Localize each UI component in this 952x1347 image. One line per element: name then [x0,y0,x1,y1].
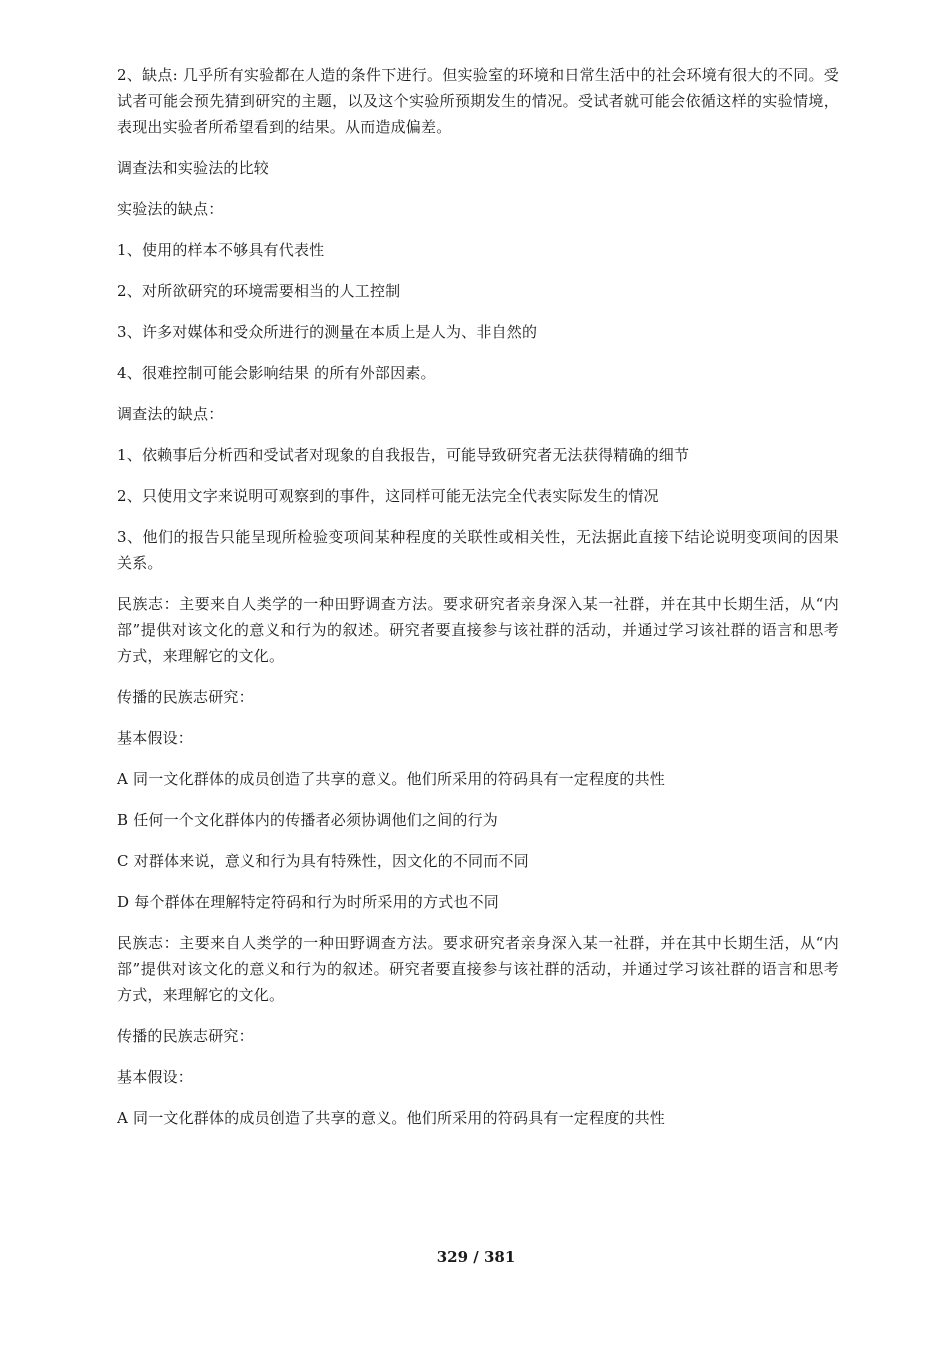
paragraph: 民族志：主要来自人类学的一种田野调查方法。要求研究者亲身深入某一社群，并在其中长期生活，从“内部”提供对该文化的意义和行为的叙述。研究者要直接参与该社群的活动，并通过学习该社群的语言和思考方式，来理解它的文化。 [117,934,839,1004]
paragraph: 2、对所欲研究的环境需要相当的人工控制 [117,282,401,300]
paragraph: 2、缺点: 几乎所有实验都在人造的条件下进行。但实验室的环境和日常生活中的社会环境有很大的不同。受试者可能会预先猜到研究的主题，以及这个实验所预期发生的情况。受试者就可能会依循这样的实验情境，表现出实验者所希望看到的结果。从而造成偏差。 [117,66,839,136]
paragraph: 1、依赖事后分析西和受试者对现象的自我报告，可能导致研究者无法获得精确的细节 [117,446,690,464]
paragraph: 基本假设： [117,1068,194,1086]
paragraph: 传播的民族志研究： [117,1027,254,1045]
paragraph: 调查法和实验法的比较 [117,159,270,177]
paragraph: C 对群体来说，意义和行为具有特殊性，因文化的不同而不同 [117,852,529,870]
page-number: 329 / 381 [436,1248,516,1266]
paragraph: B 任何一个文化群体内的传播者必须协调他们之间的行为 [117,811,498,829]
page-body [117,62,839,1146]
paragraph: 3、许多对媒体和受众所进行的测量在本质上是人为、非自然的 [117,323,538,341]
paragraph: A 同一文化群体的成员创造了共享的意义。他们所采用的符码具有一定程度的共性 [117,770,666,788]
paragraph: A 同一文化群体的成员创造了共享的意义。他们所采用的符码具有一定程度的共性 [117,1109,666,1127]
paragraph: 1、使用的样本不够具有代表性 [117,241,325,259]
paragraph: 传播的民族志研究： [117,688,254,706]
paragraph: 2、只使用文字来说明可观察到的事件，这同样可能无法完全代表实际发生的情况 [117,487,659,505]
paragraph: 4、很难控制可能会影响结果 的所有外部因素。 [117,364,436,382]
paragraph: 基本假设： [117,729,194,747]
paragraph: 3、他们的报告只能呈现所检验变项间某种程度的关联性或相关性，无法据此直接下结论说明变项间的因果关系。 [117,528,839,572]
paragraph: 民族志：主要来自人类学的一种田野调查方法。要求研究者亲身深入某一社群，并在其中长期生活，从“内部”提供对该文化的意义和行为的叙述。研究者要直接参与该社群的活动，并通过学习该社群的语言和思考方式，来理解它的文化。 [117,595,839,665]
paragraph: 调查法的缺点： [117,405,224,423]
paragraph: D 每个群体在理解特定符码和行为时所采用的方式也不同 [117,893,499,911]
paragraph: 实验法的缺点： [117,200,224,218]
